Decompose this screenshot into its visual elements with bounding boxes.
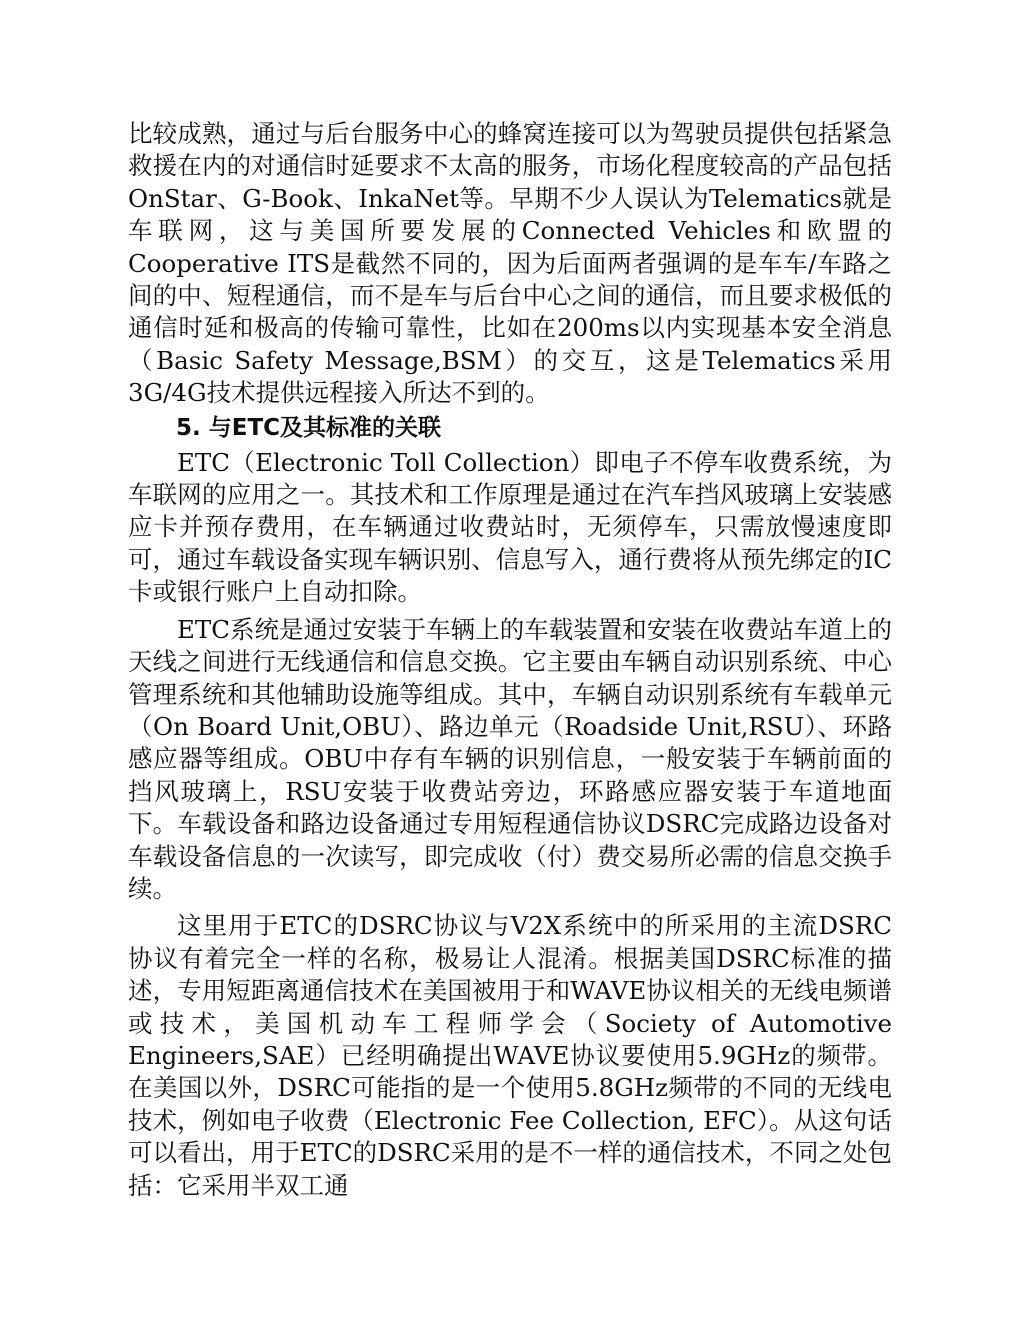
document-page xyxy=(128,118,892,1202)
paragraph-etc-definition: ETC（Electronic Toll Collection）即电子不停车收费系统，为车联网的应用之一。其技术和工作原理是通过在汽车挡风玻璃上安装感应卡并预存费用，在车辆通过收费站时，无须停车，只需放慢速度即可，通过车载设备实现车辆识别、信息写入，通行费将从预先绑定的IC卡或银行账户上自动扣除。 xyxy=(128,447,892,607)
paragraph-dsrc-comparison: 这里用于ETC的DSRC协议与V2X系统中的所采用的主流DSRC协议有着完全一样的名称，极易让人混淆。根据美国DSRC标准的描述，专用短距离通信技术在美国被用于和WAVE协议相关的无线电频谱或技术，美国机动车工程师学会（Society of Automotive Engineers,SAE）已经明确提出WAVE协议要使用5.9GHz的频带。在美国以外，DSRC可能指的是一个使用5.8GHz频带的不同的无线电技术，例如电子收费（Electronic Fee Collection, EFC）。从这句话可以看出，用于ETC的DSRC采用的是不一样的通信技术，不同之处包括：它采用半双工通 xyxy=(128,911,892,1200)
section-heading-etc: 5. 与ETC及其标准的关联 xyxy=(176,414,442,441)
paragraph-telematics: 比较成熟，通过与后台服务中心的蜂窝连接可以为驾驶员提供包括紧急救援在内的对通信时延要求不太高的服务，市场化程度较高的产品包括OnStar、G-Book、InkaNet等。早期不少人误认为Telematics就是车联网，这与美国所要发展的Connected Vehicles和欧盟的Cooperative ITS是截然不同的，因为后面两者强调的是车车/车路之间的中、短程通信，而不是车与后台中心之间的通信，而且要求极低的通信时延和极高的传输可靠性，比如在200ms以内实现基本安全消息（Basic Safety Message,BSM）的交互，这是Telematics采用3G/4G技术提供远程接入所达不到的。 xyxy=(128,119,892,408)
paragraph-etc-system: ETC系统是通过安装于车辆上的车载装置和安装在收费站车道上的天线之间进行无线通信和信息交换。它主要由车辆自动识别系统、中心管理系统和其他辅助设施等组成。其中，车辆自动识别系统有车载单元（On Board Unit,OBU）、路边单元（Roadside Unit,RSU）、环路感应器等组成。OBU中存有车辆的识别信息，一般安装于车辆前面的挡风玻璃上，RSU安装于收费站旁边，环路感应器安装于车道地面下。车载设备和路边设备通过专用短程通信协议DSRC完成路边设备对车载设备信息的一次读写，即完成收（付）费交易所必需的信息交换手续。 xyxy=(128,614,892,903)
